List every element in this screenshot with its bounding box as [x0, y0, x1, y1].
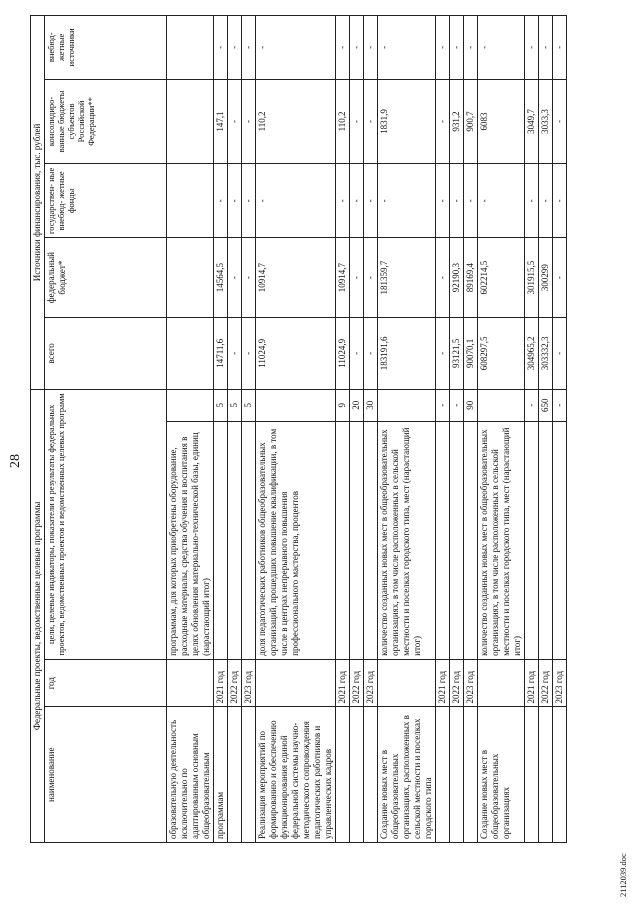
row-offbudget-funds: - [539, 164, 553, 238]
row-offbudget: - [364, 16, 378, 80]
row-offbudget: - [553, 16, 567, 80]
table-row [214, 16, 228, 843]
row-offbudget: - [228, 16, 242, 80]
row-federal: 10914,7 [336, 238, 350, 317]
row-offbudget-funds: - [378, 164, 436, 238]
row-goal [539, 421, 553, 659]
row-federal: - [436, 238, 450, 317]
row-year: 2023 год [364, 659, 378, 707]
document-filename: 2112039.doc [618, 853, 628, 897]
page-number: 28 [8, 454, 23, 468]
row-federal: - [228, 238, 242, 317]
row-indicator-value: - [525, 389, 539, 421]
row-goal [525, 421, 539, 659]
row-offbudget: - [336, 16, 350, 80]
row-indicator-value: 90 [464, 389, 478, 421]
row-year [256, 659, 336, 707]
row-year [378, 659, 436, 707]
row-federal: 92190,3 [450, 238, 464, 317]
row-indicator-value: 650 [539, 389, 553, 421]
row-year: 2022 год [539, 659, 553, 707]
table-row [256, 16, 336, 843]
row-name [364, 707, 378, 843]
row-federal: 301915,5 [525, 238, 539, 317]
row-offbudget-funds: - [464, 164, 478, 238]
row-consolidated: 110,2 [256, 79, 336, 164]
row-consolidated: - [364, 79, 378, 164]
header-goals: цели, целевые индикаторы, показатели и результаты федеральных проектов, ведомственных проектов и ведомственных целевых программ [45, 389, 167, 659]
row-consolidated: 3033,3 [539, 79, 553, 164]
row-total: - [436, 317, 450, 389]
row-consolidated: - [350, 79, 364, 164]
row-indicator-value: 5 [242, 389, 256, 421]
row-offbudget-funds: - [256, 164, 336, 238]
row-name [436, 707, 450, 843]
row-offbudget-funds: - [336, 164, 350, 238]
row-total: 304965,2 [525, 317, 539, 389]
row-goal: количество созданных новых мест в общеобразовательных организациях, в том числе расположенных в сельской местности и поселках городского типа, мест (нарастающий итог) [378, 421, 436, 659]
row-year: 2023 год [242, 659, 256, 707]
table-row [436, 16, 450, 843]
row-year: 2021 год [336, 659, 350, 707]
row-offbudget: - [378, 16, 436, 80]
row-consolidated: - [242, 79, 256, 164]
row-offbudget: - [436, 16, 450, 80]
row-consolidated: - [228, 79, 242, 164]
row-federal: 89169,4 [464, 238, 478, 317]
row-year: 2022 год [450, 659, 464, 707]
row-indicator-value: 5 [214, 389, 228, 421]
row-goal [228, 421, 242, 659]
table-row [450, 16, 464, 843]
row-year: 2023 год [464, 659, 478, 707]
header-year: год [45, 659, 167, 707]
row-name [539, 707, 553, 843]
row-offbudget-funds: - [478, 164, 525, 238]
row-offbudget-funds: - [350, 164, 364, 238]
row-goal [336, 421, 350, 659]
row-total: 90070,1 [464, 317, 478, 389]
row-offbudget-funds: - [553, 164, 567, 238]
row-federal: - [364, 238, 378, 317]
row-indicator-value: 20 [350, 389, 364, 421]
row-offbudget-funds: - [228, 164, 242, 238]
row-offbudget: - [256, 16, 336, 80]
row-consolidated: 1831,9 [378, 79, 436, 164]
row-name [553, 707, 567, 843]
row-year: 2021 год [525, 659, 539, 707]
row-total [167, 317, 214, 389]
row-indicator-value: - [436, 389, 450, 421]
header-group-projects: Федеральные проекты, ведомственные целевые программы [31, 389, 45, 842]
row-offbudget: - [539, 16, 553, 80]
row-total: 14711,6 [214, 317, 228, 389]
header-federal: федеральный бюджет* [45, 238, 167, 317]
row-year [478, 659, 525, 707]
financing-table [30, 15, 567, 843]
row-total: - [350, 317, 364, 389]
row-federal: - [553, 238, 567, 317]
row-year: 2021 год [214, 659, 228, 707]
row-consolidated [167, 79, 214, 164]
table-row [553, 16, 567, 843]
row-offbudget-funds: - [364, 164, 378, 238]
row-goal [242, 421, 256, 659]
row-consolidated: 147,1 [214, 79, 228, 164]
table-row [228, 16, 242, 843]
row-name: образовательную деятельность исключительно по адаптированным основным общеобразовательным [167, 707, 214, 843]
row-name: Реализация мероприятий по формированию и обеспечению функционирования единой федеральной системы научно-методического сопровождения педагогических работников и управленческих кадров [256, 707, 336, 843]
row-total: - [228, 317, 242, 389]
row-total: 11024,9 [336, 317, 350, 389]
row-consolidated: 931,2 [450, 79, 464, 164]
row-federal: - [350, 238, 364, 317]
row-federal: 14564,5 [214, 238, 228, 317]
row-indicator-value [478, 389, 525, 421]
table-row [525, 16, 539, 843]
table-row [478, 16, 525, 843]
row-goal [350, 421, 364, 659]
row-name [350, 707, 364, 843]
row-name [464, 707, 478, 843]
table-row [364, 16, 378, 843]
row-indicator-value: 30 [364, 389, 378, 421]
table-body [167, 16, 567, 843]
table-row [378, 16, 436, 843]
table-row [242, 16, 256, 843]
row-offbudget: - [464, 16, 478, 80]
row-federal [167, 238, 214, 317]
header-columns-row [45, 16, 167, 843]
row-federal: - [242, 238, 256, 317]
row-offbudget-funds: - [214, 164, 228, 238]
row-year: 2023 год [553, 659, 567, 707]
row-name [450, 707, 464, 843]
row-offbudget [167, 16, 214, 80]
row-name [228, 707, 242, 843]
row-federal: 602214,5 [478, 238, 525, 317]
row-name [525, 707, 539, 843]
table-row [539, 16, 553, 843]
row-goal [464, 421, 478, 659]
row-goal: количество созданных новых мест в общеобразовательных организациях, в том числе расположенных в сельской местности и поселках городского типа, мест (нарастающий итог) [478, 421, 525, 659]
header-offbudget-funds: государствен- ные внебюд- жетные фонды [45, 164, 167, 238]
row-offbudget: - [350, 16, 364, 80]
row-goal: доля педагогических работников общеобразовательных организаций, прошедших повышение квалификации, в том числе в центрах непрерывного повышения профессионального мастерства, процентов [256, 421, 336, 659]
row-total: 93121,5 [450, 317, 464, 389]
row-offbudget-funds: - [450, 164, 464, 238]
row-total: 183191,6 [378, 317, 436, 389]
row-consolidated: 110,2 [336, 79, 350, 164]
row-goal [214, 421, 228, 659]
row-federal: 300299 [539, 238, 553, 317]
row-consolidated: 900,7 [464, 79, 478, 164]
row-name: программам [214, 707, 228, 843]
row-indicator-value: 9 [336, 389, 350, 421]
row-goal: программам, для которых приобретены оборудование, расходные материалы, средства обучения и воспитания в целях обновления материально-технической базы, единиц (нарастающий итог) [167, 421, 214, 659]
row-offbudget-funds: - [242, 164, 256, 238]
row-indicator-value: - [450, 389, 464, 421]
row-offbudget: - [242, 16, 256, 80]
row-name [242, 707, 256, 843]
row-total: 11024,9 [256, 317, 336, 389]
row-indicator-value: 5 [228, 389, 242, 421]
row-total: - [364, 317, 378, 389]
row-offbudget: - [450, 16, 464, 80]
header-group-row [31, 16, 45, 843]
row-consolidated: 6083 [478, 79, 525, 164]
row-goal [450, 421, 464, 659]
header-group-sources: Источники финансирования, тыс. рублей [31, 16, 45, 390]
row-year: 2021 год [436, 659, 450, 707]
row-total: 608297,5 [478, 317, 525, 389]
row-offbudget: - [214, 16, 228, 80]
table-row [464, 16, 478, 843]
row-year [167, 659, 214, 707]
row-name: Создание новых мест в общеобразовательных организациях [478, 707, 525, 843]
header-total: всего [45, 317, 167, 389]
row-year: 2022 год [228, 659, 242, 707]
row-name [336, 707, 350, 843]
header-name: наименование [45, 707, 167, 843]
row-offbudget: - [478, 16, 525, 80]
row-goal [364, 421, 378, 659]
row-consolidated: - [436, 79, 450, 164]
table-row [336, 16, 350, 843]
row-indicator-value [167, 389, 214, 421]
row-indicator-value [256, 389, 336, 421]
header-offbudget: внебюд- жетные источники [45, 16, 167, 80]
row-total: 303332,3 [539, 317, 553, 389]
header-consolidated: консолидиро- ванные бюджеты субъектов Российской Федерации** [45, 79, 167, 164]
row-name: Создание новых мест в общеобразовательных организациях, расположенных в сельской местности и поселках городского типа [378, 707, 436, 843]
table-row [350, 16, 364, 843]
row-total: - [553, 317, 567, 389]
row-federal: 10914,7 [256, 238, 336, 317]
row-goal [436, 421, 450, 659]
row-offbudget-funds [167, 164, 214, 238]
row-offbudget-funds: - [525, 164, 539, 238]
row-federal: 181359,7 [378, 238, 436, 317]
row-offbudget: - [525, 16, 539, 80]
row-year: 2022 год [350, 659, 364, 707]
row-indicator-value: - [553, 389, 567, 421]
row-consolidated: - [553, 79, 567, 164]
row-consolidated: 3049,7 [525, 79, 539, 164]
row-goal [553, 421, 567, 659]
table-row [167, 16, 214, 843]
row-total: - [242, 317, 256, 389]
row-offbudget-funds: - [436, 164, 450, 238]
row-indicator-value [378, 389, 436, 421]
